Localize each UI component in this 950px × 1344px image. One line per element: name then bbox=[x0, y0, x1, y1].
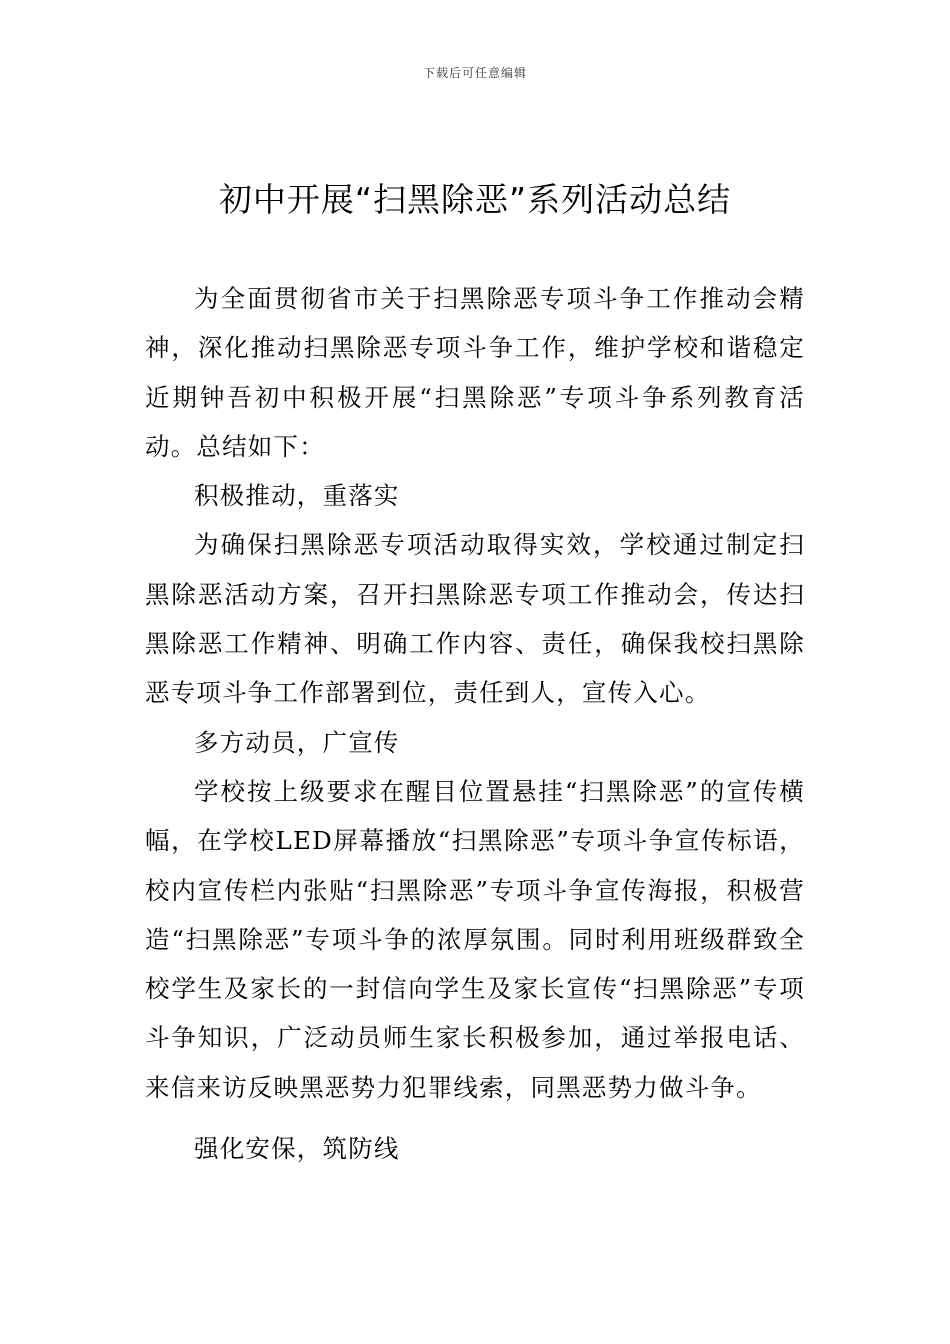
document-title: 初中开展“扫黑除恶”系列活动总结 bbox=[218, 180, 732, 219]
paragraph-section-2: 学校按上级要求在醒目位置悬挂“扫黑除恶”的宣传横幅，在学校LED屏幕播放“扫黑除恶”专项斗争宣传标语，校内宣传栏内张贴“扫黑除恶”专项斗争宣传海报，积极营造“扫黑除恶”专项斗争的浓厚氛围。同时利用班级群致全校学生及家长的一封信向学生及家长宣传“扫黑除恶”专项斗争知识，广泛动员师生家长积极参加，通过举报电话、来信来访反映黑恶势力犯罪线索，同黑恶势力做斗争。 bbox=[145, 776, 805, 1102]
paragraph-intro: 为全面贯彻省市关于扫黑除恶专项斗争工作推动会精神，深化推动扫黑除恶专项斗争工作，维护学校和谐稳定近期钟吾初中积极开展“扫黑除恶”专项斗争系列教育活动。总结如下： bbox=[145, 284, 805, 461]
section-heading-2: 多方动员，广宣传 bbox=[194, 727, 400, 757]
section-heading-1: 积极推动，重落实 bbox=[194, 481, 400, 511]
section-heading-3: 强化安保，筑防线 bbox=[194, 1134, 400, 1164]
paragraph-section-1: 为确保扫黑除恶专项活动取得实效，学校通过制定扫黑除恶活动方案，召开扫黑除恶专项工作推动会，传达扫黑除恶工作精神、明确工作内容、责任，确保我校扫黑除恶专项斗争工作部署到位，责任到人，宣传入心。 bbox=[145, 530, 805, 708]
header-note: 下载后可任意编辑 bbox=[422, 66, 527, 80]
document-body bbox=[145, 274, 805, 1173]
